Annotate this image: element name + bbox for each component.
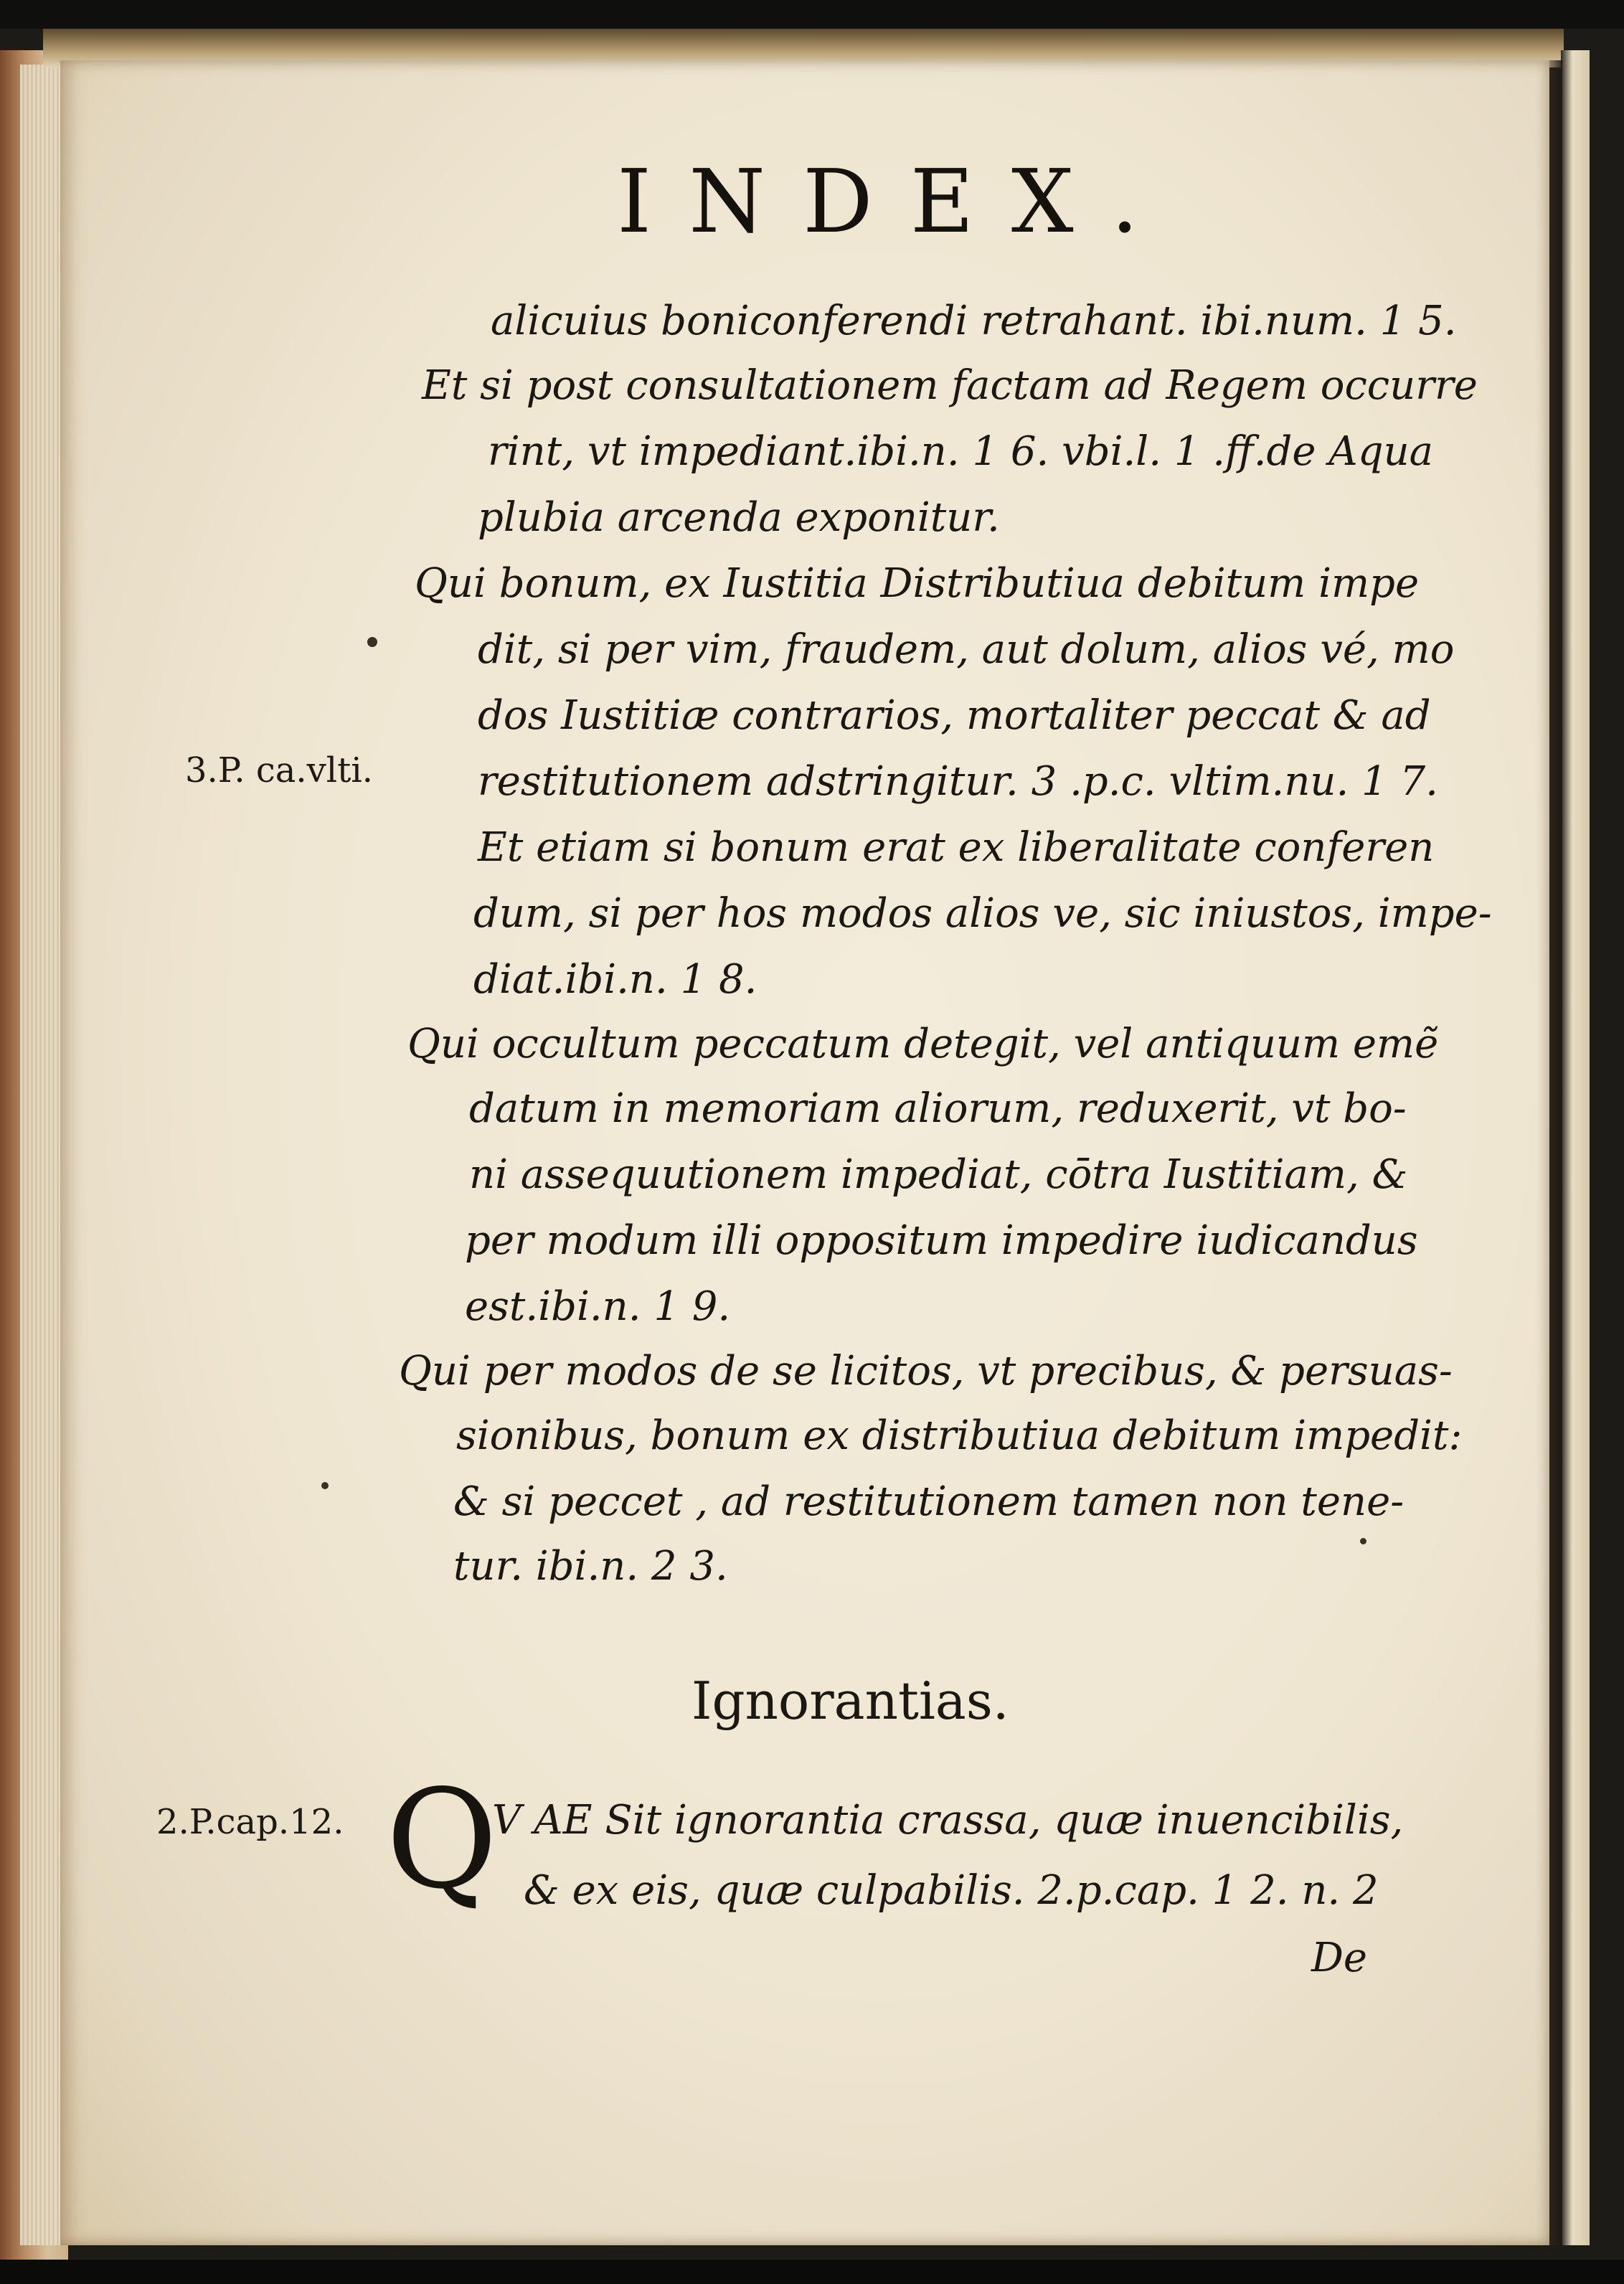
next-page-edge bbox=[1561, 50, 1590, 2245]
section-title: Ignorantias. bbox=[691, 1671, 1009, 1731]
index-line: Qui occultum peccatum detegit, vel antiquum emẽ bbox=[407, 1021, 1439, 1067]
drop-capital: Q bbox=[386, 1760, 498, 1919]
index-line: V AE Sit ignorantia crassa, quæ inuencibilis, bbox=[492, 1797, 1404, 1844]
index-line: ni assequutionem impediat, cōtra Iustitiam, & bbox=[469, 1151, 1408, 1198]
index-line: rint, vt impediant.ibi.n. 1 6. vbi.l. 1 .ff.de Aqua bbox=[488, 428, 1434, 475]
index-line: plubia arcenda exponitur. bbox=[478, 494, 1000, 541]
index-line: dit, si per vim, fraudem, aut dolum, alios vé, mo bbox=[478, 626, 1455, 673]
ink-speck bbox=[1360, 1538, 1366, 1544]
catchword: De bbox=[1311, 1935, 1368, 1981]
index-line: datum in memoriam aliorum, reduxerit, vt bo- bbox=[469, 1085, 1407, 1132]
index-line: & si peccet , ad restitutionem tamen non tene- bbox=[453, 1478, 1405, 1525]
index-line: sionibus, bonum ex distributiua debitum impedit: bbox=[456, 1412, 1463, 1459]
index-line: alicuius boniconferendi retrahant. ibi.num. 1 5. bbox=[491, 298, 1457, 344]
index-line: tur. ibi.n. 2 3. bbox=[453, 1543, 728, 1590]
index-line: Qui bonum, ex Iustitia Distributiua debitum impe bbox=[415, 560, 1420, 607]
ink-speck bbox=[321, 1482, 329, 1489]
index-line: per modum illi oppositum impedire iudicandus bbox=[465, 1217, 1418, 1264]
index-line: Et si post consultationem factam ad Regem occurre bbox=[422, 362, 1478, 409]
margin-note: 2.P.cap.12. bbox=[156, 1802, 344, 1842]
index-line: Qui per modos de se licitos, vt precibus, & persuas- bbox=[399, 1348, 1453, 1395]
index-line: & ex eis, quæ culpabilis. 2.p.cap. 1 2. n. 2 bbox=[524, 1867, 1379, 1914]
index-line: dum, si per hos modos alios ve, sic iniustos, impe- bbox=[473, 890, 1492, 937]
index-line: Et etiam si bonum erat ex liberalitate conferen bbox=[478, 824, 1435, 871]
gutter-shadow bbox=[1549, 60, 1562, 2245]
index-line: est.ibi.n. 1 9. bbox=[465, 1283, 731, 1330]
index-line: restitutionem adstringitur. 3 .p.c. vltim.nu. 1 7. bbox=[478, 758, 1438, 805]
index-line: dos Iustitiæ contrarios, mortaliter peccat & ad bbox=[478, 692, 1431, 739]
ink-speck bbox=[367, 637, 377, 647]
index-line: diat.ibi.n. 1 8. bbox=[473, 956, 757, 1003]
margin-note: 3.P. ca.vlti. bbox=[185, 750, 374, 791]
background bbox=[0, 2260, 1624, 2284]
page-header: INDEX. bbox=[617, 151, 1176, 253]
